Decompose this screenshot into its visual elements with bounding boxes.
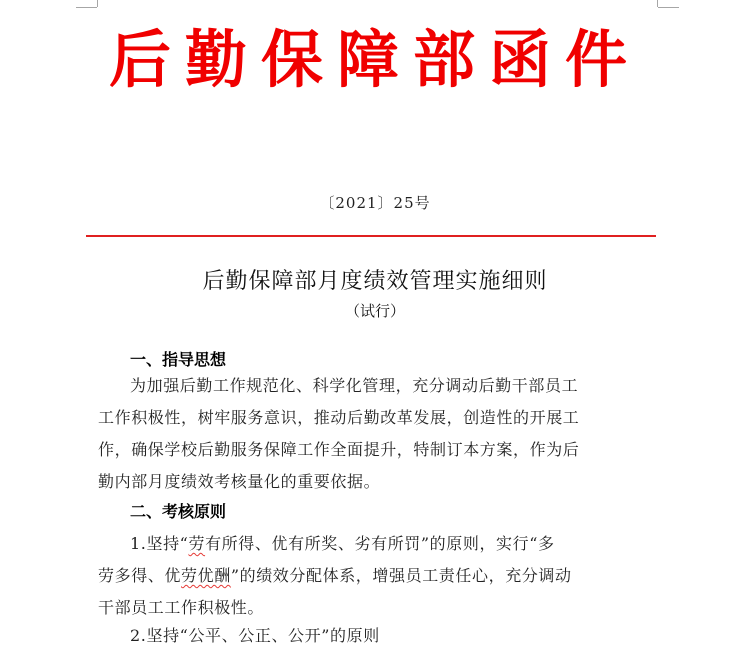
paragraph-line: 勤内部月度绩效考核量化的重要依据。 <box>98 472 381 491</box>
paragraph-line <box>98 564 668 588</box>
document-title: 后勤保障部月度绩效管理实施细则 <box>202 269 548 294</box>
red-divider-line <box>86 235 656 237</box>
paragraph-line <box>130 532 668 556</box>
spellcheck-flagged-text[interactable]: 劳优酬 <box>181 566 231 585</box>
crop-mark <box>657 0 658 7</box>
paragraph-line: 为加强后勤工作规范化、科学化管理，充分调动后勤干部员工 <box>130 376 579 395</box>
letterhead-title: 后勤保障部函件 <box>108 23 641 96</box>
text-run: ”的绩效分配体系，增强员工责任心，充分调动 <box>230 566 572 585</box>
text-run: 劳多得、优 <box>98 566 182 585</box>
paragraph-line: 工作积极性，树牢服务意识，推动后勤改革发展，创造性的开展工 <box>98 408 580 427</box>
document-number: 〔2021〕25号 <box>319 194 431 212</box>
paragraph-line-partial: 2.坚持“公平、公正、公开”的原则 <box>130 626 380 645</box>
crop-mark <box>76 7 97 8</box>
crop-mark <box>658 7 679 8</box>
paragraph-line: 干部员工工作积极性。 <box>98 598 265 617</box>
text-run: 1.坚持“ <box>130 534 189 553</box>
crop-mark <box>97 0 98 7</box>
section-heading-assessment-principles: 二、考核原则 <box>130 502 227 521</box>
spellcheck-flagged-text[interactable]: 劳 <box>188 534 206 553</box>
text-run: 有所得、优有所奖、劣有所罚”的原则，实行“多 <box>205 534 555 553</box>
document-subtitle: （试行） <box>344 302 405 320</box>
section-heading-guiding-ideology: 一、指导思想 <box>130 350 227 369</box>
paragraph-line: 作，确保学校后勤服务保障工作全面提升，特制订本方案，作为后 <box>98 440 580 459</box>
